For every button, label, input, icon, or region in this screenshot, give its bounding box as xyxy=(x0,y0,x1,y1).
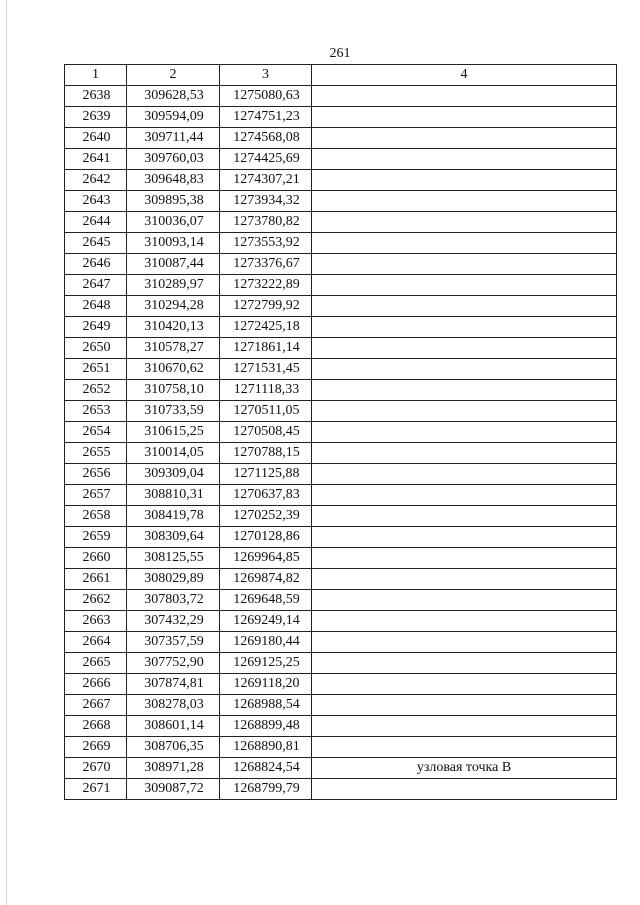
x-coordinate-cell: 308278,03 xyxy=(127,695,220,716)
table-row xyxy=(65,275,617,296)
point-number-cell: 2660 xyxy=(65,548,127,569)
y-coordinate-cell: 1268799,79 xyxy=(220,779,312,800)
note-cell xyxy=(312,737,617,758)
y-coordinate-cell: 1269648,59 xyxy=(220,590,312,611)
note-cell xyxy=(312,569,617,590)
x-coordinate-cell: 310294,28 xyxy=(127,296,220,317)
y-coordinate-cell: 1270508,45 xyxy=(220,422,312,443)
point-number-cell: 2640 xyxy=(65,128,127,149)
x-coordinate-cell: 310036,07 xyxy=(127,212,220,233)
x-coordinate-cell: 310420,13 xyxy=(127,317,220,338)
y-coordinate-cell: 1273376,67 xyxy=(220,254,312,275)
x-coordinate-cell: 309594,09 xyxy=(127,107,220,128)
table-row xyxy=(65,653,617,674)
y-coordinate-cell: 1268890,81 xyxy=(220,737,312,758)
x-coordinate-cell: 308125,55 xyxy=(127,548,220,569)
y-coordinate-cell: 1275080,63 xyxy=(220,86,312,107)
x-coordinate-cell: 308309,64 xyxy=(127,527,220,548)
x-coordinate-cell: 308601,14 xyxy=(127,716,220,737)
x-coordinate-cell: 310615,25 xyxy=(127,422,220,443)
point-number-cell: 2651 xyxy=(65,359,127,380)
y-coordinate-cell: 1274425,69 xyxy=(220,149,312,170)
table-row xyxy=(65,212,617,233)
table-row xyxy=(65,590,617,611)
note-cell xyxy=(312,611,617,632)
note-cell xyxy=(312,779,617,800)
table-row xyxy=(65,569,617,590)
note-cell xyxy=(312,275,617,296)
x-coordinate-cell: 308706,35 xyxy=(127,737,220,758)
point-number-cell: 2671 xyxy=(65,779,127,800)
point-number-cell: 2658 xyxy=(65,506,127,527)
x-coordinate-cell: 308029,89 xyxy=(127,569,220,590)
table-body xyxy=(65,86,617,800)
point-number-cell: 2644 xyxy=(65,212,127,233)
x-coordinate-cell: 309711,44 xyxy=(127,128,220,149)
x-coordinate-cell: 308810,31 xyxy=(127,485,220,506)
y-coordinate-cell: 1270128,86 xyxy=(220,527,312,548)
table-row xyxy=(65,191,617,212)
point-number-cell: 2670 xyxy=(65,758,127,779)
note-cell xyxy=(312,191,617,212)
point-number-cell: 2655 xyxy=(65,443,127,464)
x-coordinate-cell: 309760,03 xyxy=(127,149,220,170)
note-cell xyxy=(312,317,617,338)
note-cell xyxy=(312,443,617,464)
point-number-cell: 2646 xyxy=(65,254,127,275)
x-coordinate-cell: 310670,62 xyxy=(127,359,220,380)
table-row xyxy=(65,128,617,149)
point-number-cell: 2661 xyxy=(65,569,127,590)
point-number-cell: 2648 xyxy=(65,296,127,317)
x-coordinate-cell: 310758,10 xyxy=(127,380,220,401)
y-coordinate-cell: 1269118,20 xyxy=(220,674,312,695)
x-coordinate-cell: 307432,29 xyxy=(127,611,220,632)
point-number-cell: 2668 xyxy=(65,716,127,737)
table-row xyxy=(65,401,617,422)
point-number-cell: 2662 xyxy=(65,590,127,611)
y-coordinate-cell: 1269249,14 xyxy=(220,611,312,632)
point-number-cell: 2669 xyxy=(65,737,127,758)
x-coordinate-cell: 309309,04 xyxy=(127,464,220,485)
y-coordinate-cell: 1271531,45 xyxy=(220,359,312,380)
note-cell xyxy=(312,107,617,128)
note-cell xyxy=(312,233,617,254)
table-row xyxy=(65,485,617,506)
y-coordinate-cell: 1273222,89 xyxy=(220,275,312,296)
y-coordinate-cell: 1272425,18 xyxy=(220,317,312,338)
point-number-cell: 2643 xyxy=(65,191,127,212)
x-coordinate-cell: 307874,81 xyxy=(127,674,220,695)
table-row xyxy=(65,674,617,695)
y-coordinate-cell: 1269180,44 xyxy=(220,632,312,653)
header-col-1: 1 xyxy=(65,65,127,86)
note-cell xyxy=(312,338,617,359)
table-row xyxy=(65,695,617,716)
point-number-cell: 2638 xyxy=(65,86,127,107)
note-cell xyxy=(312,212,617,233)
y-coordinate-cell: 1269964,85 xyxy=(220,548,312,569)
note-cell xyxy=(312,296,617,317)
point-number-cell: 2667 xyxy=(65,695,127,716)
table-row xyxy=(65,464,617,485)
point-number-cell: 2663 xyxy=(65,611,127,632)
y-coordinate-cell: 1274307,21 xyxy=(220,170,312,191)
table-row xyxy=(65,779,617,800)
x-coordinate-cell: 308419,78 xyxy=(127,506,220,527)
table-row xyxy=(65,716,617,737)
x-coordinate-cell: 310093,14 xyxy=(127,233,220,254)
header-col-4: 4 xyxy=(312,65,617,86)
table-row xyxy=(65,107,617,128)
x-coordinate-cell: 308971,28 xyxy=(127,758,220,779)
y-coordinate-cell: 1274751,23 xyxy=(220,107,312,128)
y-coordinate-cell: 1271861,14 xyxy=(220,338,312,359)
note-cell xyxy=(312,422,617,443)
y-coordinate-cell: 1274568,08 xyxy=(220,128,312,149)
table-row xyxy=(65,737,617,758)
y-coordinate-cell: 1268824,54 xyxy=(220,758,312,779)
header-col-2: 2 xyxy=(127,65,220,86)
y-coordinate-cell: 1272799,92 xyxy=(220,296,312,317)
page-number: 261 xyxy=(329,46,351,61)
y-coordinate-cell: 1268988,54 xyxy=(220,695,312,716)
point-number-cell: 2641 xyxy=(65,149,127,170)
point-number-cell: 2649 xyxy=(65,317,127,338)
note-cell xyxy=(312,506,617,527)
x-coordinate-cell: 307803,72 xyxy=(127,590,220,611)
y-coordinate-cell: 1270252,39 xyxy=(220,506,312,527)
note-cell xyxy=(312,170,617,191)
note-cell xyxy=(312,464,617,485)
point-number-cell: 2659 xyxy=(65,527,127,548)
point-number-cell: 2647 xyxy=(65,275,127,296)
table-row xyxy=(65,422,617,443)
note-cell xyxy=(312,527,617,548)
table-row xyxy=(65,527,617,548)
page-edge-line xyxy=(6,0,7,905)
point-number-cell: 2642 xyxy=(65,170,127,191)
table-row xyxy=(65,359,617,380)
table-row xyxy=(65,149,617,170)
note-cell xyxy=(312,653,617,674)
x-coordinate-cell: 309895,38 xyxy=(127,191,220,212)
coordinates-table xyxy=(64,64,617,800)
table-row xyxy=(65,338,617,359)
y-coordinate-cell: 1268899,48 xyxy=(220,716,312,737)
x-coordinate-cell: 310733,59 xyxy=(127,401,220,422)
note-cell xyxy=(312,716,617,737)
note-cell xyxy=(312,254,617,275)
x-coordinate-cell: 310014,05 xyxy=(127,443,220,464)
table-row xyxy=(65,611,617,632)
y-coordinate-cell: 1271125,88 xyxy=(220,464,312,485)
y-coordinate-cell: 1273553,92 xyxy=(220,233,312,254)
header-col-3: 3 xyxy=(220,65,312,86)
note-cell: узловая точка В xyxy=(312,758,617,779)
x-coordinate-cell: 307357,59 xyxy=(127,632,220,653)
note-cell xyxy=(312,548,617,569)
x-coordinate-cell: 310087,44 xyxy=(127,254,220,275)
point-number-cell: 2639 xyxy=(65,107,127,128)
table-header-row xyxy=(65,65,617,86)
point-number-cell: 2666 xyxy=(65,674,127,695)
x-coordinate-cell: 310578,27 xyxy=(127,338,220,359)
y-coordinate-cell: 1269874,82 xyxy=(220,569,312,590)
note-cell xyxy=(312,86,617,107)
y-coordinate-cell: 1273934,32 xyxy=(220,191,312,212)
note-cell xyxy=(312,380,617,401)
y-coordinate-cell: 1271118,33 xyxy=(220,380,312,401)
x-coordinate-cell: 307752,90 xyxy=(127,653,220,674)
table-row xyxy=(65,296,617,317)
table-row xyxy=(65,380,617,401)
point-number-cell: 2657 xyxy=(65,485,127,506)
note-cell xyxy=(312,695,617,716)
x-coordinate-cell: 309628,53 xyxy=(127,86,220,107)
table-row xyxy=(65,317,617,338)
table-row xyxy=(65,254,617,275)
note-cell xyxy=(312,128,617,149)
point-number-cell: 2664 xyxy=(65,632,127,653)
note-cell xyxy=(312,674,617,695)
table-row xyxy=(65,758,617,779)
point-number-cell: 2653 xyxy=(65,401,127,422)
note-cell xyxy=(312,632,617,653)
point-number-cell: 2645 xyxy=(65,233,127,254)
y-coordinate-cell: 1270511,05 xyxy=(220,401,312,422)
point-number-cell: 2665 xyxy=(65,653,127,674)
x-coordinate-cell: 309087,72 xyxy=(127,779,220,800)
point-number-cell: 2650 xyxy=(65,338,127,359)
table-row xyxy=(65,506,617,527)
note-cell xyxy=(312,590,617,611)
table-row xyxy=(65,170,617,191)
note-cell xyxy=(312,359,617,380)
y-coordinate-cell: 1273780,82 xyxy=(220,212,312,233)
point-number-cell: 2654 xyxy=(65,422,127,443)
table-row xyxy=(65,233,617,254)
table-row xyxy=(65,86,617,107)
y-coordinate-cell: 1269125,25 xyxy=(220,653,312,674)
note-cell xyxy=(312,401,617,422)
y-coordinate-cell: 1270788,15 xyxy=(220,443,312,464)
x-coordinate-cell: 309648,83 xyxy=(127,170,220,191)
table-row xyxy=(65,548,617,569)
x-coordinate-cell: 310289,97 xyxy=(127,275,220,296)
table-row xyxy=(65,443,617,464)
note-cell xyxy=(312,149,617,170)
y-coordinate-cell: 1270637,83 xyxy=(220,485,312,506)
table-row xyxy=(65,632,617,653)
point-number-cell: 2652 xyxy=(65,380,127,401)
point-number-cell: 2656 xyxy=(65,464,127,485)
note-cell xyxy=(312,485,617,506)
